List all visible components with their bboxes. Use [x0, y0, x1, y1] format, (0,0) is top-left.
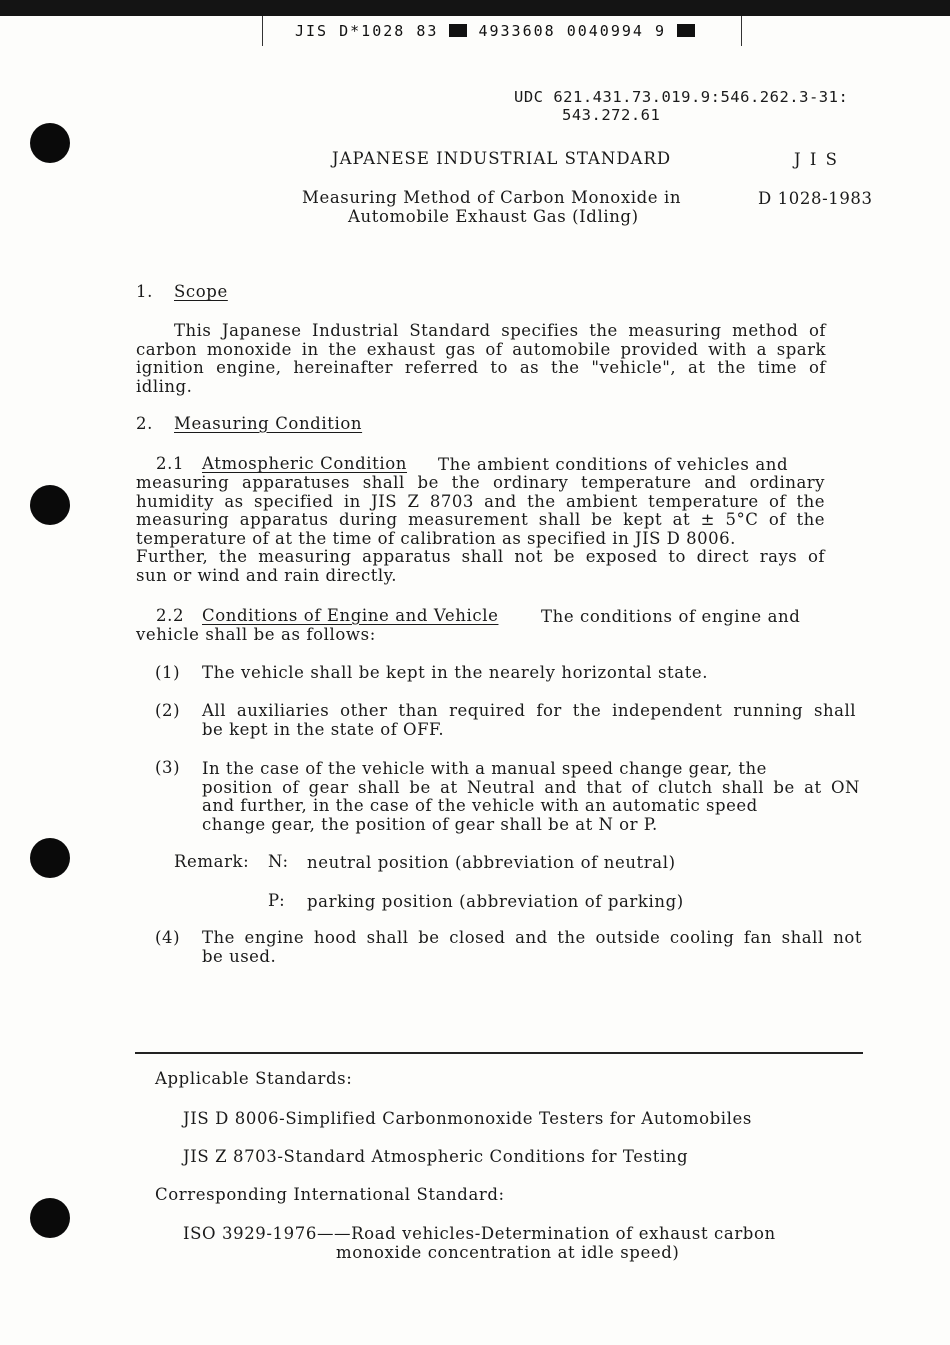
- udc-line-1: UDC 621.431.73.019.9:546.262.3-31:: [514, 88, 849, 106]
- iso-title-line-2: monoxide concentration at idle speed): [336, 1243, 680, 1262]
- remark-n-key: N:: [268, 852, 289, 871]
- title-line-1: Measuring Method of Carbon Monoxide in: [302, 188, 682, 207]
- scope-line: carbon monoxide in the exhaust gas of automobile provided with a spark: [136, 339, 826, 359]
- footnote-rule: [135, 1052, 863, 1054]
- applicable-standard-2: JIS Z 8703-Standard Atmospheric Conditions for Testing: [183, 1147, 689, 1166]
- subsection-2-1-title: Atmospheric Condition: [202, 454, 408, 473]
- standard-name: JAPANESE INDUSTRIAL STANDARD: [332, 149, 672, 168]
- binder-hole: [30, 1198, 70, 1238]
- binder-hole: [30, 485, 70, 525]
- atmospheric-line: measuring apparatus during measurement shall be kept at ± 5°C of the: [136, 510, 825, 530]
- subsection-2-1-first: The ambient conditions of vehicles and: [438, 455, 789, 474]
- item-2-number: (2): [155, 701, 181, 720]
- item-3-text: [202, 760, 860, 834]
- item-1-text: The vehicle shall be kept in the nearely horizontal state.: [202, 663, 709, 682]
- atmospheric-line: measuring apparatuses shall be the ordinary temperature and ordinary: [136, 473, 825, 492]
- item-4-line: be used.: [202, 946, 277, 966]
- atmospheric-line: temperature of at the time of calibration as specified in JIS D 8006.: [136, 528, 736, 548]
- item-2-line: be kept in the state of OFF.: [202, 719, 445, 739]
- corresponding-standard-label: Corresponding International Standard:: [155, 1185, 505, 1204]
- udc-line-2: 543.272.61: [562, 106, 661, 124]
- document-code-right: 4933608 0040994 9: [478, 22, 666, 40]
- section-2-number: 2.: [136, 414, 153, 433]
- item-2-text: [202, 702, 856, 739]
- item-3-line: position of gear shall be at Neutral and that of clutch shall be at ON: [202, 777, 860, 797]
- subsection-2-2-number: 2.2: [156, 606, 185, 625]
- binder-hole: [30, 123, 70, 163]
- barcode-block: [677, 24, 695, 37]
- standard-number: D 1028-1983: [758, 189, 873, 208]
- atmospheric-line: Further, the measuring apparatus shall not be exposed to direct rays of: [136, 547, 825, 567]
- title-line-2: Automobile Exhaust Gas (Idling): [348, 207, 639, 226]
- remark-label: Remark:: [174, 852, 250, 871]
- iso-code: ISO 3929-1976: [183, 1224, 317, 1243]
- scope-line: This Japanese Industrial Standard specifies the measuring method of: [174, 321, 826, 340]
- remark-n-text: neutral position (abbreviation of neutral): [307, 853, 676, 872]
- atmospheric-paragraph: [136, 474, 825, 586]
- atmospheric-line: sun or wind and rain directly.: [136, 565, 398, 585]
- item-2-line: All auxiliaries other than required for the independent running shall: [202, 701, 856, 720]
- atmospheric-line: humidity as specified in JIS Z 8703 and the ambient temperature of the: [136, 491, 825, 511]
- top-scan-border: [0, 0, 950, 16]
- item-4-line: The engine hood shall be closed and the outside cooling fan shall not: [202, 928, 862, 947]
- binder-hole: [30, 838, 70, 878]
- document-code-strip: [262, 16, 742, 46]
- jis-mark: J I S: [794, 150, 839, 169]
- barcode-block: [449, 24, 467, 37]
- item-3-line: and further, in the case of the vehicle with an automatic speed: [202, 796, 758, 816]
- applicable-standard-1: JIS D 8006-Simplified Carbonmonoxide Testers for Automobiles: [183, 1109, 752, 1128]
- section-2-title: Measuring Condition: [174, 414, 363, 433]
- document-code: JIS D*1028 83: [295, 22, 439, 40]
- scope-line: idling.: [136, 376, 193, 396]
- item-4-number: (4): [155, 928, 181, 947]
- iso-title-line-1: Road vehicles-Determination of exhaust carbon: [351, 1224, 776, 1243]
- scope-line: ignition engine, hereinafter referred to as the "vehicle", at the time of: [136, 358, 826, 378]
- subsection-2-2-title: Conditions of Engine and Vehicle: [202, 606, 499, 625]
- item-4-text: [202, 929, 862, 966]
- remark-p-key: P:: [268, 891, 286, 910]
- iso-standard: [183, 1225, 776, 1244]
- item-3-line: In the case of the vehicle with a manual speed change gear, the: [202, 759, 767, 778]
- applicable-standards-label: Applicable Standards:: [155, 1069, 353, 1088]
- section-1-title: Scope: [174, 282, 228, 301]
- subsection-2-1-number: 2.1: [156, 454, 185, 473]
- item-1-number: (1): [155, 663, 181, 682]
- scope-paragraph: [136, 322, 826, 396]
- iso-dash: ——: [316, 1224, 352, 1243]
- subsection-2-2-second: vehicle shall be as follows:: [136, 625, 376, 644]
- item-3-line: change gear, the position of gear shall be at N or P.: [202, 814, 658, 834]
- item-3-number: (3): [155, 758, 181, 777]
- section-1-number: 1.: [136, 282, 153, 301]
- subsection-2-2-first: The conditions of engine and: [541, 607, 801, 626]
- remark-p-text: parking position (abbreviation of parking): [307, 892, 684, 911]
